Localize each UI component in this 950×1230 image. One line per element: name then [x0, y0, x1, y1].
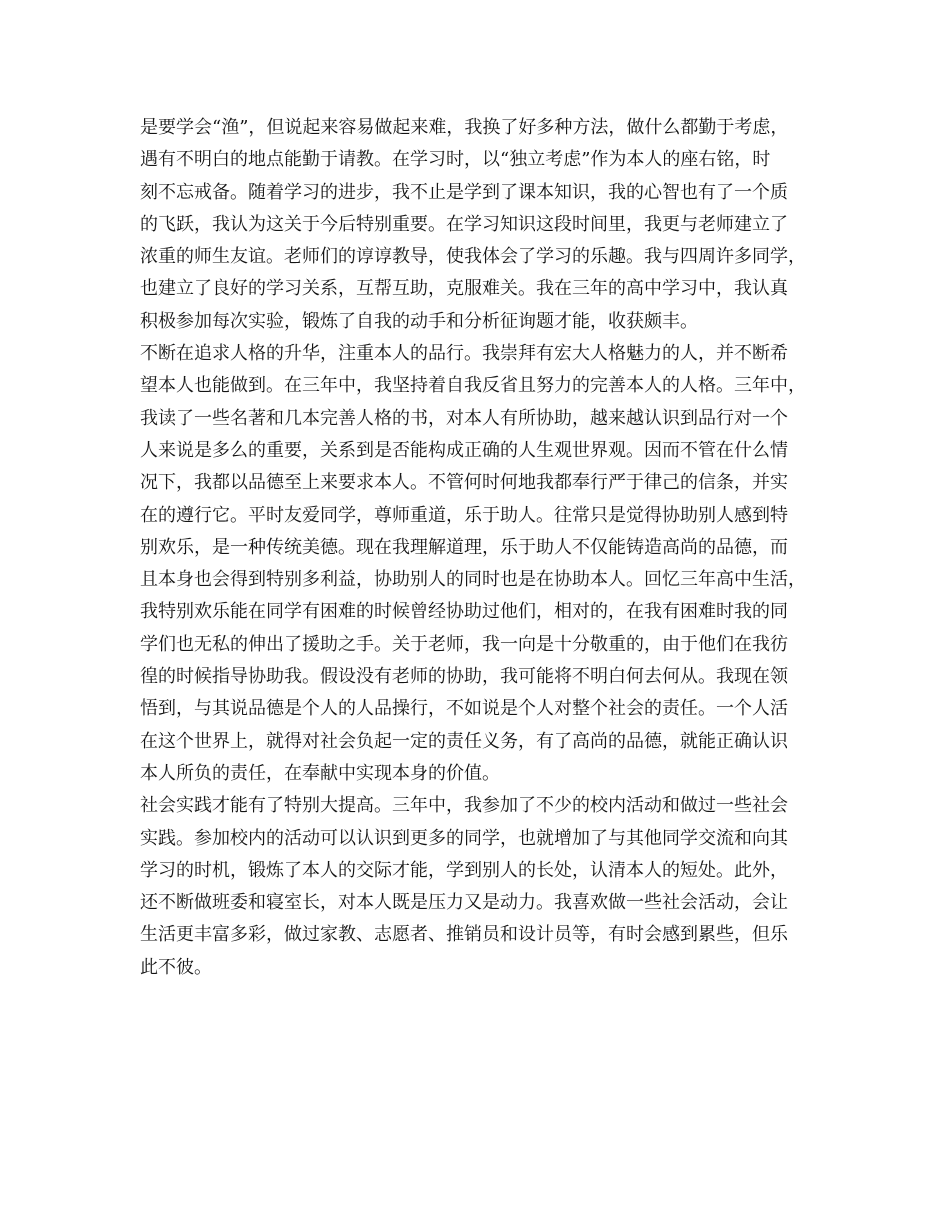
text-line: 社会实践才能有了特别大提高。三年中，我参加了不少的校内活动和做过一些社会	[140, 795, 788, 817]
text-line: 望本人也能做到。在三年中，我坚持着自我反省且努力的完善本人的人格。三年中，	[140, 375, 806, 397]
text-line: 不断在追求人格的升华，注重本人的品行。我崇拜有宏大人格魅力的人，并不断希	[140, 343, 788, 365]
paragraph-social-practice	[140, 790, 830, 984]
text-line: 的飞跃，我认为这关于今后特别重要。在学习知识这段时间里，我更与老师建立了	[140, 213, 788, 235]
text-line: 徨的时候指导协助我。假设没有老师的协助，我可能将不明白何去何从。我现在领	[140, 666, 788, 688]
text-line: 在的遵行它。平时友爱同学，尊师重道，乐于助人。往常只是觉得协助别人感到特	[140, 504, 788, 526]
paragraph-character	[140, 338, 830, 790]
text-line: 学习的时机，锻炼了本人的交际才能，学到别人的长处，认清本人的短处。此外，	[140, 859, 788, 881]
text-line: 此不彼。	[140, 956, 212, 978]
text-line: 生活更丰富多彩，做过家教、志愿者、推销员和设计员等，有时会感到累些，但乐	[140, 924, 788, 946]
text-line: 悟到，与其说品德是个人的人品操行，不如说是个人对整个社会的责任。一个人活	[140, 698, 788, 720]
paragraph-study	[140, 112, 830, 338]
text-line: 遇有不明白的地点能勤于请教。在学习时，以“独立考虑”作为本人的座右铭，时	[140, 149, 771, 171]
text-line: 刻不忘戒备。随着学习的进步，我不止是学到了课本知识，我的心智也有了一个质	[140, 181, 788, 203]
document-body	[140, 112, 830, 984]
text-line: 浓重的师生友谊。老师们的谆谆教导，使我体会了学习的乐趣。我与四周许多同学，	[140, 246, 806, 268]
text-line: 学们也无私的伸出了援助之手。关于老师，我一向是十分敬重的，由于他们在我彷	[140, 633, 788, 655]
text-line: 实践。参加校内的活动可以认识到更多的同学，也就增加了与其他同学交流和向其	[140, 827, 788, 849]
text-line: 本人所负的责任，在奉献中实现本身的价值。	[140, 762, 500, 784]
text-line: 积极参加每次实验，锻炼了自我的动手和分析征询题才能，收获颇丰。	[140, 310, 698, 332]
text-line: 别欢乐，是一种传统美德。现在我理解道理，乐于助人不仅能铸造高尚的品德，而	[140, 536, 788, 558]
text-line: 在这个世界上，就得对社会负起一定的责任义务，有了高尚的品德，就能正确认识	[140, 730, 788, 752]
text-line: 是要学会“渔”，但说起来容易做起来难，我换了好多种方法，做什么都勤于考虑，	[140, 117, 789, 138]
text-line: 我特别欢乐能在同学有困难的时候曾经协助过他们，相对的，在我有困难时我的同	[140, 601, 788, 623]
text-line: 我读了一些名著和几本完善人格的书，对本人有所协助，越来越认识到品行对一个	[140, 407, 788, 429]
text-line: 况下，我都以品德至上来要求本人。不管何时何地我都奉行严于律己的信条，并实	[140, 472, 788, 494]
text-line: 也建立了良好的学习关系，互帮互助，克服难关。我在三年的高中学习中，我认真	[140, 278, 788, 300]
text-line: 且本身也会得到特别多利益，协助别人的同时也是在协助本人。回忆三年高中生活，	[140, 569, 806, 591]
text-line: 还不断做班委和寝室长，对本人既是压力又是动力。我喜欢做一些社会活动，会让	[140, 892, 788, 914]
text-line: 人来说是多么的重要，关系到是否能构成正确的人生观世界观。因而不管在什么情	[140, 439, 788, 461]
